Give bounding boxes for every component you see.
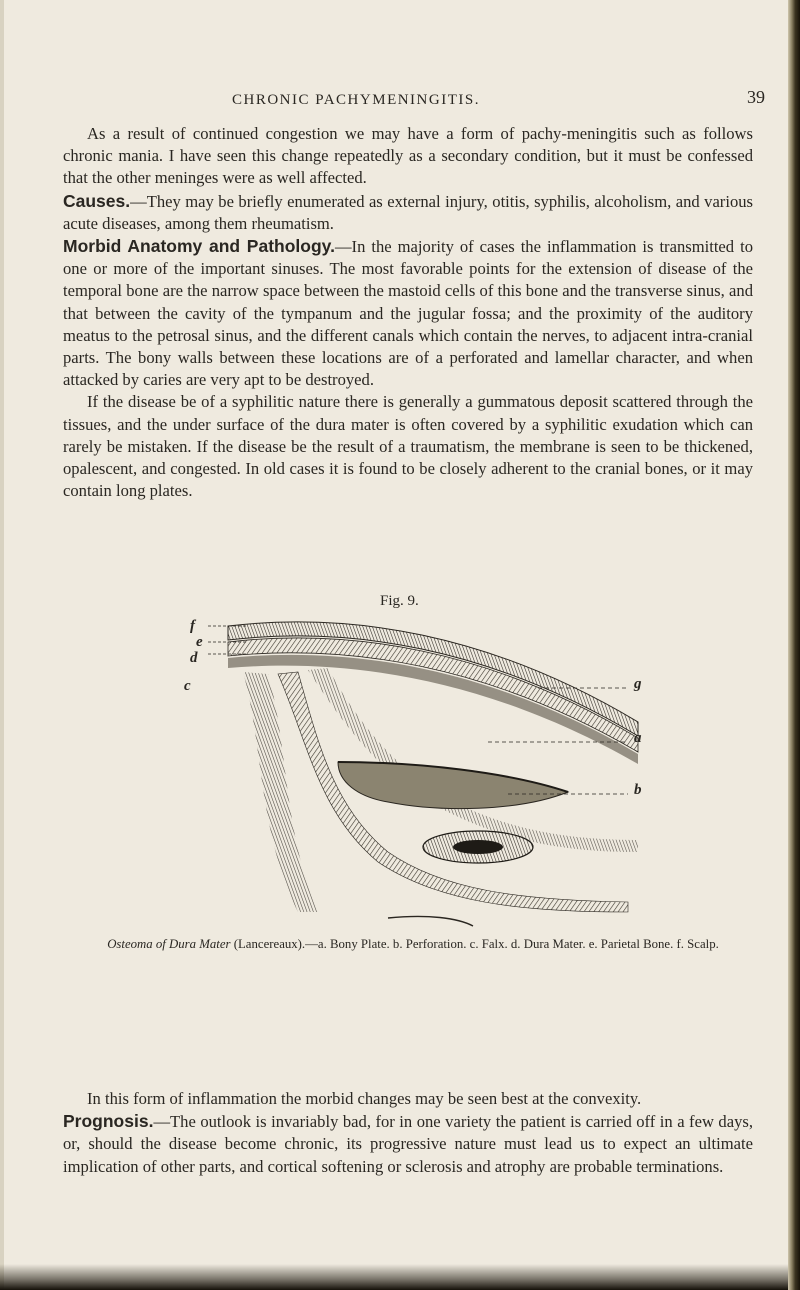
prognosis-text: —The outlook is invariably bad, for in one variety the patient is carried off in a few days, or, should the disease become chronic, its progressive nature must lead us to expect an ultimate implication of other parts, and cortical softening or sclerosis and atrophy are probable terminations. — [63, 1112, 753, 1176]
paragraph-causes — [63, 190, 753, 235]
label-d: d — [190, 650, 198, 666]
page-left-edge — [0, 0, 4, 1290]
label-g: g — [634, 676, 642, 692]
paragraph-syphilitic: If the disease be of a syphilitic nature there is generally a gummatous deposit scattered through the tissues, and the under surface of the dura mater is often covered by a syphilitic exudation which can rarely be mistaken. If the disease be the result of a traumatism, the membrane is seen to be thickened, opalescent, and congested. In old cases it is found to be closely adherent to the cranial bones, or it may contain long plates. — [63, 392, 753, 501]
page-bottom-shadow — [0, 1264, 790, 1290]
heading-morbid-anatomy: Morbid Anatomy and Pathology. — [63, 236, 335, 257]
paragraph-morbid-anatomy — [63, 235, 753, 391]
figure-osteoma-illustration — [184, 612, 648, 934]
osteoma-engraving — [188, 612, 648, 934]
label-a: a — [634, 730, 642, 746]
book-spine-edge — [788, 0, 800, 1290]
running-head: CHRONIC PACHYMENINGITIS. — [232, 92, 480, 108]
morbid-anatomy-text: —In the majority of cases the inflammation is transmitted to one or more of the important sinuses. The most favorable points for the extension of disease of the temporal bone are the narrow space between the mastoid cells of this bone and the transverse sinus, and that between the cavity of the tympanum and the jugular fossa; and the proximity of the auditory meatus to the petrosal sinus, and the different canals which contain the nerves, to adjacent intra-cranial parts. The bony walls between these locations are of a perforated and lamellar character, and when attacked by caries are very apt to be destroyed. — [63, 237, 754, 390]
text-block-upper — [63, 123, 753, 502]
label-e: e — [196, 634, 203, 650]
causes-text: —They may be briefly enumerated as external injury, otitis, syphilis, alcoholism, and various acute diseases, among them rheumatism. — [63, 191, 753, 233]
figure-title: Fig. 9. — [380, 593, 419, 609]
caption-lead: Osteoma of Dura Mater — [107, 937, 231, 951]
label-b: b — [634, 782, 642, 798]
text-block-lower — [63, 1088, 753, 1178]
paragraph-prognosis — [63, 1110, 753, 1178]
paragraph-convexity: In this form of inflammation the morbid changes may be seen best at the convexity. — [87, 1089, 642, 1108]
paragraph-intro: As a result of continued congestion we may have a form of pachy-meningitis such as follows chronic mania. I have seen this change repeatedly as a secondary condition, but it must be confessed that the other meninges were as well affected. — [63, 124, 753, 188]
page-number: 39 — [747, 87, 765, 107]
caption-text: (Lancereaux).—a. Bony Plate. b. Perforation. c. Falx. d. Dura Mater. e. Parietal Bone. f. Scalp. — [230, 937, 719, 951]
label-f: f — [190, 618, 195, 634]
label-c: c — [184, 678, 191, 694]
heading-causes: Causes. — [63, 190, 131, 211]
heading-prognosis: Prognosis. — [63, 1111, 154, 1132]
figure-caption — [88, 936, 738, 953]
